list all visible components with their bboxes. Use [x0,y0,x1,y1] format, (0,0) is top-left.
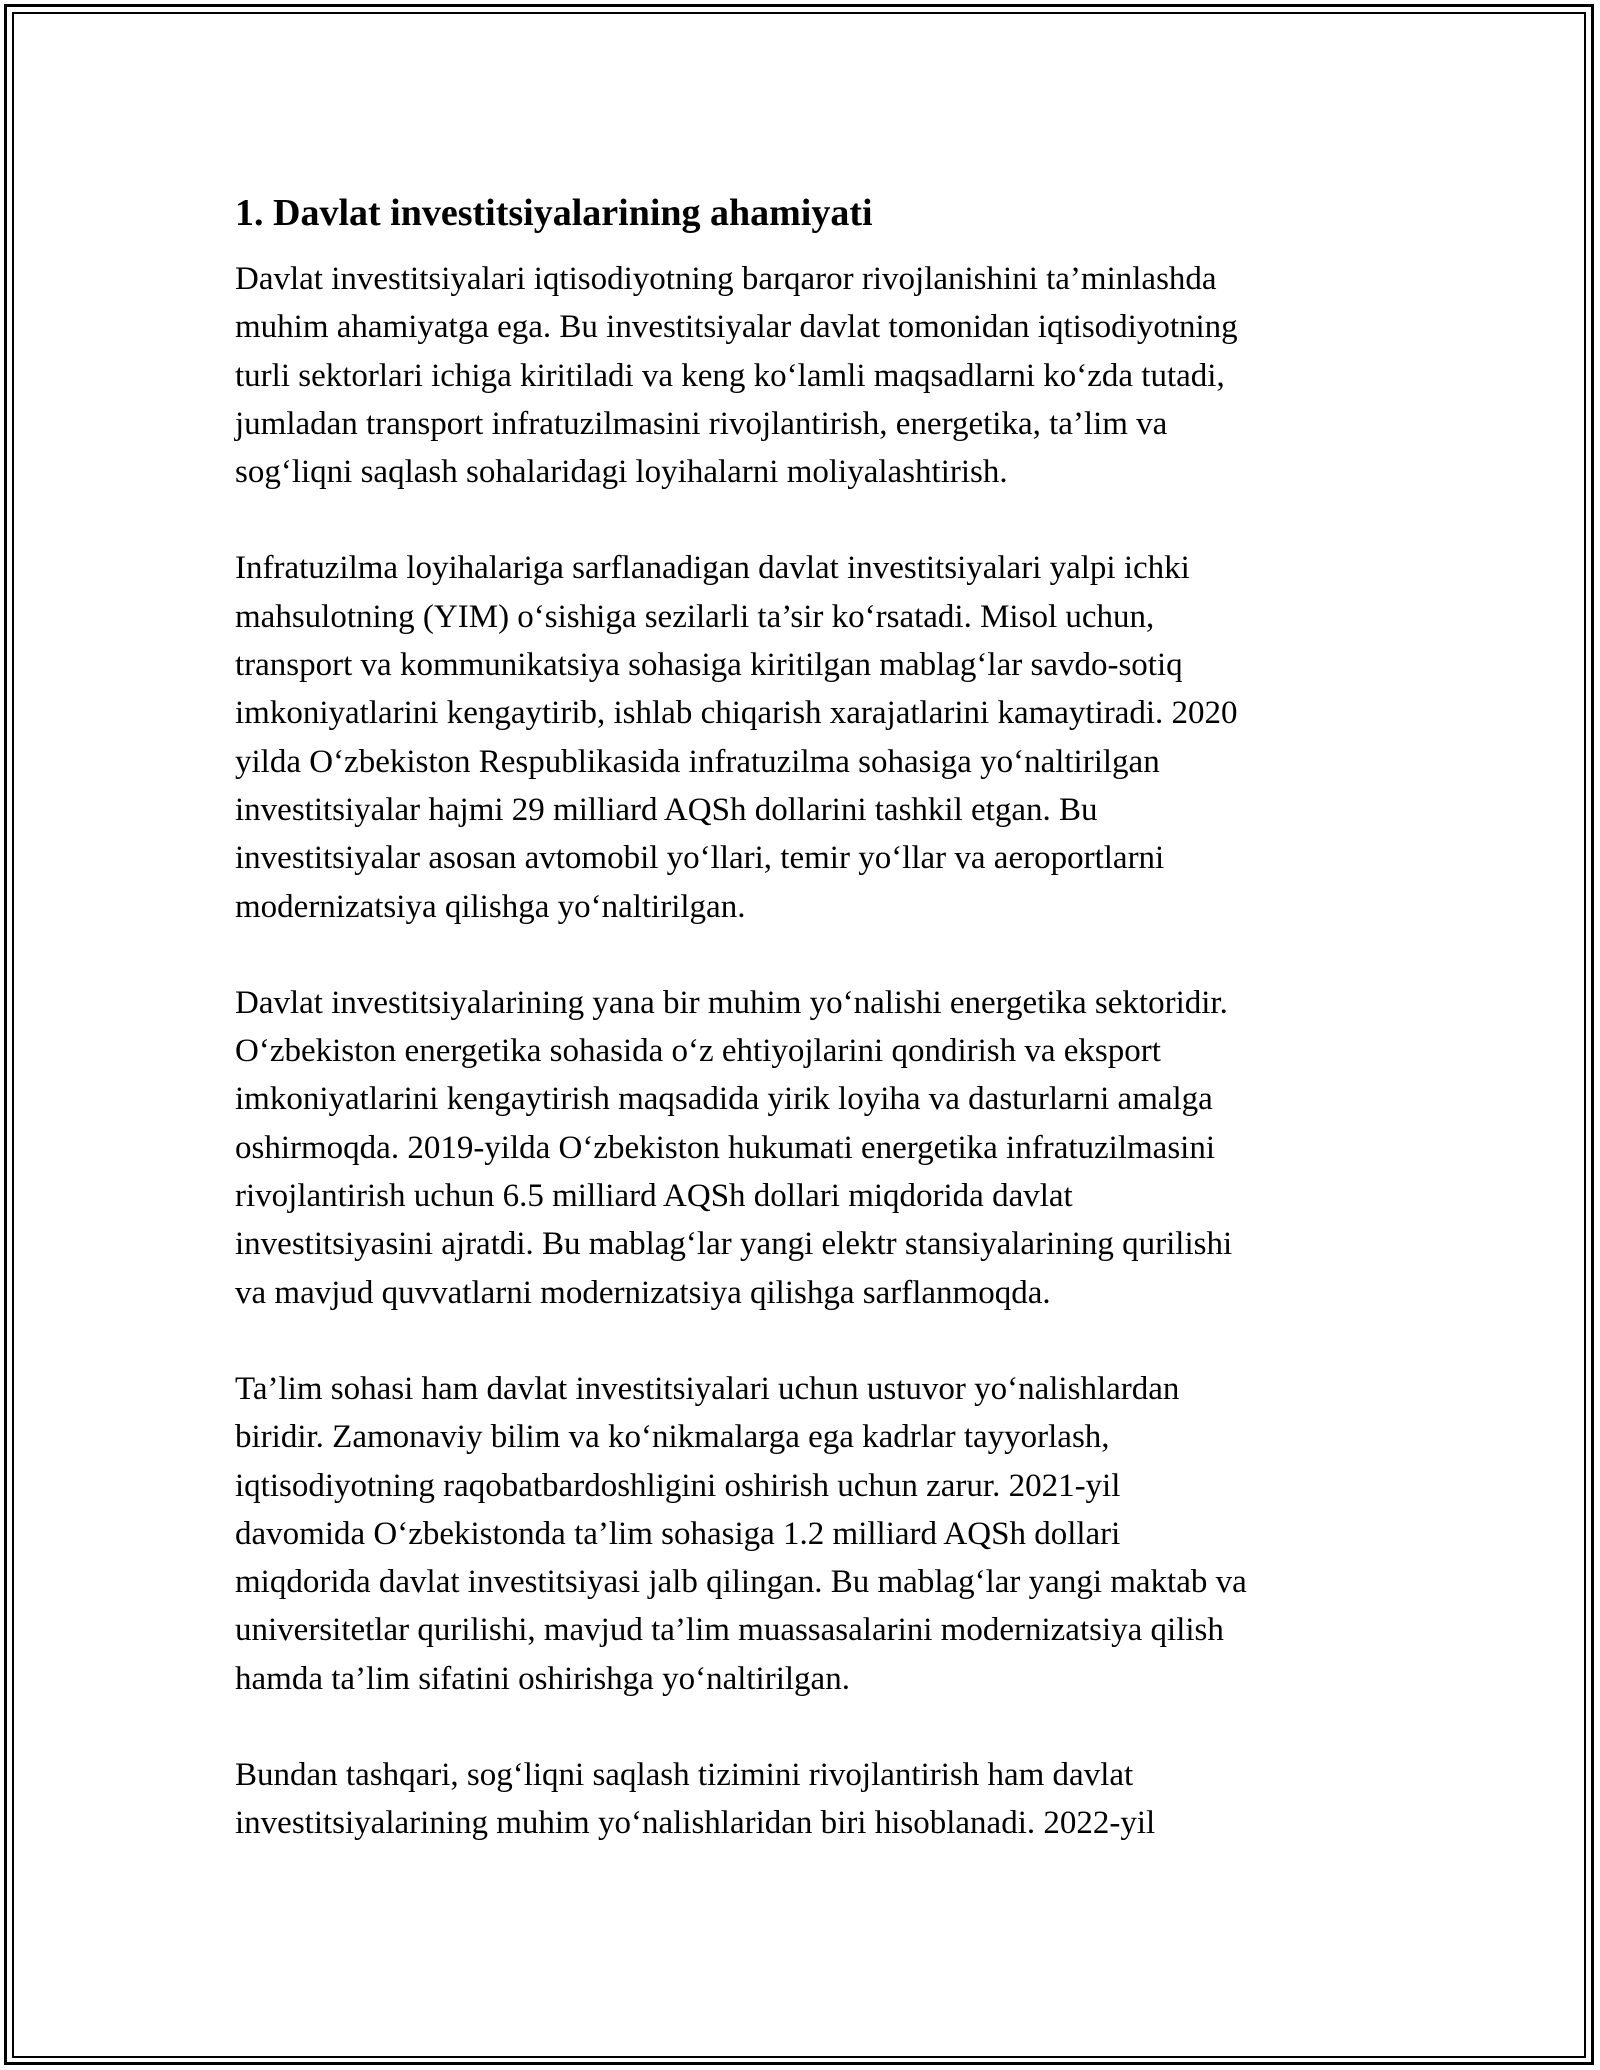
section-heading: 1. Davlat investitsiyalarining ahamiyati [235,192,873,234]
document-body [235,185,1375,1896]
paragraph-energy: Davlat investitsiyalarining yana bir muhim yo‘nalishi energetika sektoridir. O‘zbekiston energetika sohasida o‘z ehtiyojlarini qondirish va eksport imkoniyatlarini kengaytirish maqsadida yirik loyiha va dasturlarni amalga oshirmoqda. 2019-yilda O‘zbekiston hukumati energetika infratuzilmasini rivojlantirish uchun 6.5 milliard AQSh dollari miqdorida davlat investitsiyasini ajratdi. Bu mablag‘lar yangi elektr stansiyalarining qurilishi va mavjud quvvatlarni modernizatsiya qilishga sarflanmoqda. [235,984,1233,1311]
paragraph-healthcare: Bundan tashqari, sog‘liqni saqlash tizimini rivojlantirish ham davlat investitsiyalarining muhim yo‘nalishlaridan biri hisoblanadi. 2022-yil [235,1757,1156,1842]
paragraph-infrastructure: Infratuzilma loyihalariga sarflanadigan davlat investitsiyalari yalpi ichki mahsulotning (YIM) o‘sishiga sezilarli ta’sir ko‘rsatadi. Misol uchun, transport va kommunikatsiya sohasiga kiritilgan mablag‘lar savdo-sotiq imkoniyatlarini kengaytirib, ishlab chiqarish xarajatlarini kamaytiradi. 2020 yilda O‘zbekiston Respublikasida infratuzilma sohasiga yo‘naltirilgan investitsiyalar hajmi 29 milliard AQSh dollarini tashkil etgan. Bu investitsiyalar asosan avtomobil yo‘llari, temir yo‘llar va aeroportlarni modernizatsiya qilishga yo‘naltirilgan. [235,550,1238,925]
paragraph-education: Ta’lim sohasi ham davlat investitsiyalari uchun ustuvor yo‘nalishlardan biridir. Zamonaviy bilim va ko‘nikmalarga ega kadrlar tayyorlash, iqtisodiyotning raqobatbardoshligini oshirish uchun zarur. 2021-yil davomida O‘zbekistonda ta’lim sohasiga 1.2 milliard AQSh dollari miqdorida davlat investitsiyasi jalb qilingan. Bu mablag‘lar yangi maktab va universitetlar qurilishi, mavjud ta’lim muassasalarini modernizatsiya qilish hamda ta’lim sifatini oshirishga yo‘naltirilgan. [235,1370,1247,1697]
paragraph-intro: Davlat investitsiyalari iqtisodiyotning barqaror rivojlanishini ta’minlashda muhim ahamiyatga ega. Bu investitsiyalar davlat tomonidan iqtisodiyotning turli sektorlari ichiga kiritiladi va keng ko‘lamli maqsadlarni ko‘zda tutadi, jumladan transport infratuzilmasini rivojlantirish, energetika, ta’lim va sog‘liqni saqlash sohalaridagi loyihalarni moliyalashtirish. [235,261,1238,491]
